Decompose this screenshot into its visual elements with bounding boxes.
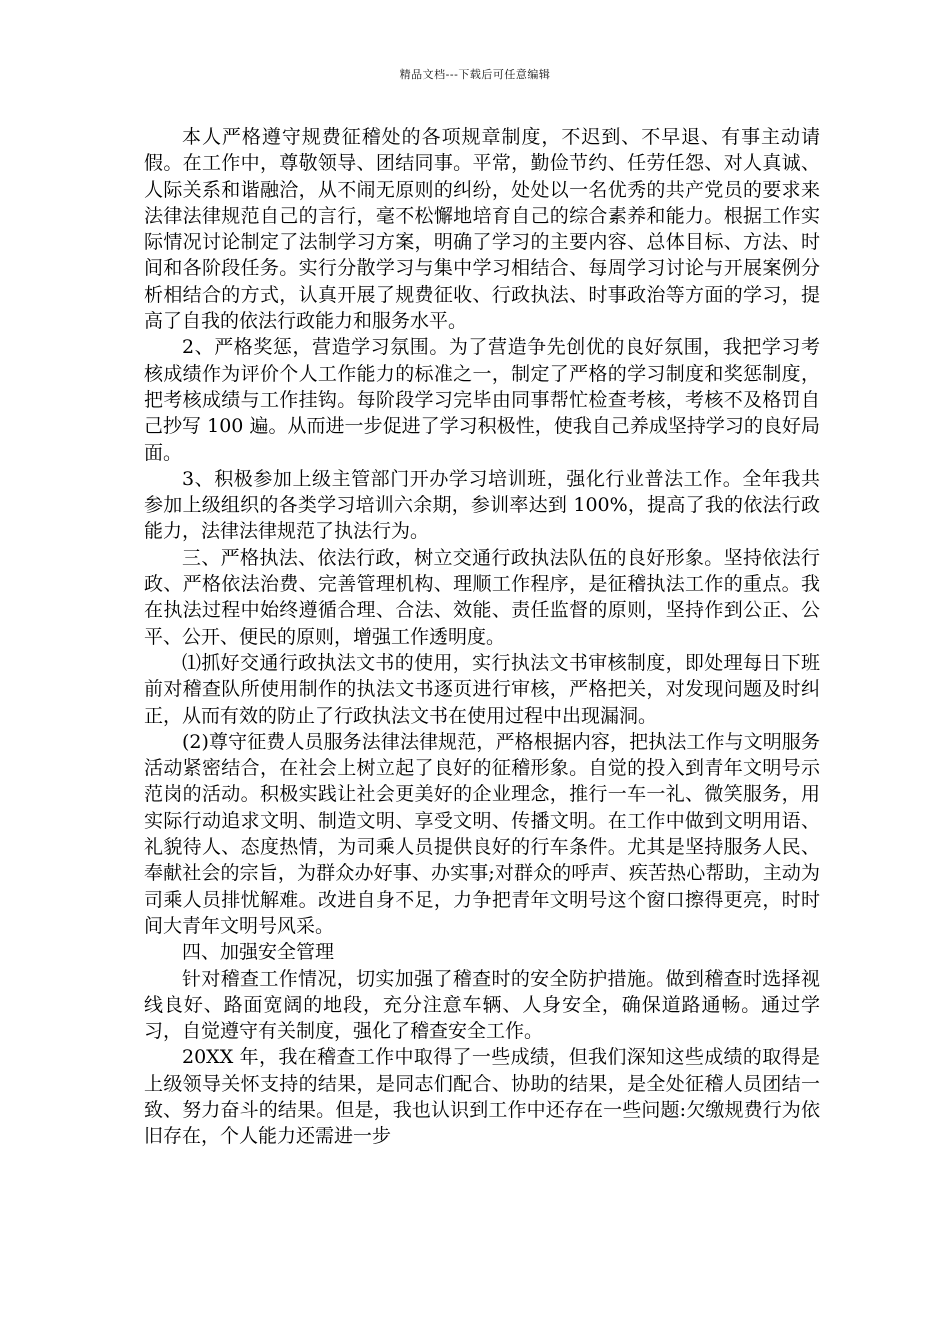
paragraph-summary: 20XX 年，我在稽查工作中取得了一些成绩，但我们深知这些成绩的取得是上级领导关怀支持的结果，是同志们配合、协助的结果，是全处征稽人员团结一致、努力奋斗的结果。但是，我也认识到工作中还存在一些问题:欠缴规费行为依旧存在，个人能力还需进一步 xyxy=(144,1046,820,1148)
document-body xyxy=(144,124,820,1150)
paragraph-conduct: 本人严格遵守规费征稽处的各项规章制度，不迟到、不早退、有事主动请假。在工作中，尊敬领导、团结同事。平常，勤俭节约、任劳任怨、对人真诚、人际关系和谐融洽，从不闹无原则的纠纷，处处以一名优秀的共产党员的要求来法律法律规范自己的言行，毫不松懈地培育自己的综合素养和能力。根据工作实际情况讨论制定了法制学习方案，明确了学习的主要内容、总体目标、方法、时间和各阶段任务。实行分散学习与集中学习相结合、每周学习讨论与开展案例分析相结合的方式，认真开展了规费征收、行政执法、时事政治等方面的学习，提高了自我的依法行政能力和服务水平。 xyxy=(144,126,820,333)
paragraph-training: 3、积极参加上级主管部门开办学习培训班，强化行业普法工作。全年我共参加上级组织的各类学习培训六余期，参训率达到 100%，提高了我的依法行政能力，法律法律规范了执法行为。 xyxy=(144,467,820,543)
paragraph-documents: ⑴抓好交通行政执法文书的使用，实行执法文书审核制度，即处理每日下班前对稽查队所使用制作的执法文书逐页进行审核，严格把关，对发现问题及时纠正，从而有效的防止了行政执法文书在使用过程中出现漏洞。 xyxy=(144,651,820,727)
page-header: 精品文档---下载后可任意编辑 xyxy=(399,68,551,81)
paragraph-law-enforcement: 三、严格执法、依法行政，树立交通行政执法队伍的良好形象。坚持依法行政、严格依法治费、完善管理机构、理顺工作程序，是征稽执法工作的重点。我在执法过程中始终遵循合理、合法、效能、责任监督的原则，坚持作到公正、公平、公开、便民的原则，增强工作透明度。 xyxy=(144,546,820,648)
paragraph-rewards-penalties: 2、严格奖惩，营造学习氛围。为了营造争先创优的良好氛围，我把学习考核成绩作为评价个人工作能力的标准之一，制定了严格的学习制度和奖惩制度，把考核成绩与工作挂钩。每阶段学习完毕由同事帮忙检查考核，考核不及格罚自己抄写 100 遍。从而进一步促进了学习积极性，使我自己养成坚持学习的良好局面。 xyxy=(144,336,820,464)
section-heading-safety: 四、加强安全管理 xyxy=(182,941,335,964)
paragraph-service: (2)尊守征费人员服务法律法律规范，严格根据内容，把执法工作与文明服务活动紧密结合，在社会上树立起了良好的征稽形象。自觉的投入到青年文明号示范岗的活动。积极实践让社会更美好的企业理念，推行一车一礼、微笑服务，用实际行动追求文明、制造文明、享受文明、传播文明。在工作中做到文明用语、礼貌待人、态度热情，为司乘人员提供良好的行车条件。尤其是坚持服务人民、奉献社会的宗旨，为群众办好事、办实事;对群众的呼声、疾苦热心帮助，主动为司乘人员排忧解难。改进自身不足，力争把青年文明号这个窗口擦得更亮，时时间大青年文明号风采。 xyxy=(144,730,820,937)
paragraph-safety: 针对稽查工作情况，切实加强了稽查时的安全防护措施。做到稽查时选择视线良好、路面宽阔的地段，充分注意车辆、人身安全，确保道路通畅。通过学习，自觉遵守有关制度，强化了稽查安全工作。 xyxy=(144,967,820,1043)
